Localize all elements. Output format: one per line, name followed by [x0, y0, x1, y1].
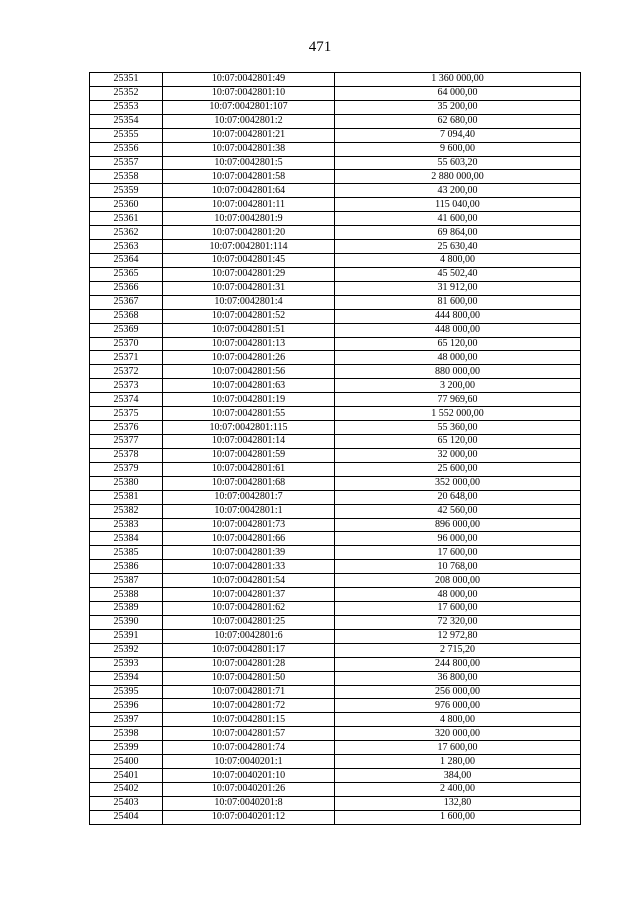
row-number-cell: 25363 [90, 240, 163, 254]
cadastral-number-cell: 10:07:0042801:71 [163, 685, 335, 699]
cadastral-number-cell: 10:07:0042801:38 [163, 142, 335, 156]
cadastral-value-cell: 17 600,00 [335, 741, 581, 755]
table-row [90, 295, 581, 309]
row-number-cell: 25398 [90, 727, 163, 741]
cadastral-value-cell: 9 600,00 [335, 142, 581, 156]
table-row [90, 769, 581, 783]
table-row [90, 198, 581, 212]
cadastral-value-cell: 4 800,00 [335, 253, 581, 267]
table-row [90, 407, 581, 421]
table-row [90, 100, 581, 114]
row-number-cell: 25362 [90, 226, 163, 240]
table-row [90, 574, 581, 588]
cadastral-number-cell: 10:07:0042801:7 [163, 490, 335, 504]
row-number-cell: 25389 [90, 602, 163, 616]
cadastral-value-cell: 1 360 000,00 [335, 73, 581, 87]
table-row [90, 588, 581, 602]
row-number-cell: 25400 [90, 755, 163, 769]
cadastral-value-cell: 41 600,00 [335, 212, 581, 226]
row-number-cell: 25365 [90, 267, 163, 281]
cadastral-value-cell: 77 969,60 [335, 393, 581, 407]
row-number-cell: 25377 [90, 434, 163, 448]
cadastral-number-cell: 10:07:0042801:17 [163, 643, 335, 657]
row-number-cell: 25397 [90, 713, 163, 727]
table-row [90, 379, 581, 393]
cadastral-value-cell: 976 000,00 [335, 699, 581, 713]
cadastral-number-cell: 10:07:0042801:33 [163, 560, 335, 574]
table-row [90, 476, 581, 490]
table-row [90, 309, 581, 323]
row-number-cell: 25358 [90, 170, 163, 184]
cadastral-number-cell: 10:07:0042801:68 [163, 476, 335, 490]
cadastral-number-cell: 10:07:0042801:54 [163, 574, 335, 588]
row-number-cell: 25352 [90, 86, 163, 100]
cadastral-value-cell: 55 603,20 [335, 156, 581, 170]
row-number-cell: 25374 [90, 393, 163, 407]
cadastral-number-cell: 10:07:0042801:55 [163, 407, 335, 421]
cadastral-number-cell: 10:07:0042801:4 [163, 295, 335, 309]
cadastral-value-cell: 115 040,00 [335, 198, 581, 212]
cadastral-number-cell: 10:07:0042801:114 [163, 240, 335, 254]
cadastral-value-cell: 244 800,00 [335, 657, 581, 671]
row-number-cell: 25393 [90, 657, 163, 671]
table-row [90, 462, 581, 476]
cadastral-value-cell: 4 800,00 [335, 713, 581, 727]
cadastral-value-cell: 81 600,00 [335, 295, 581, 309]
cadastral-number-cell: 10:07:0042801:61 [163, 462, 335, 476]
cadastral-value-cell: 45 502,40 [335, 267, 581, 281]
cadastral-number-cell: 10:07:0042801:20 [163, 226, 335, 240]
row-number-cell: 25384 [90, 532, 163, 546]
table-row [90, 713, 581, 727]
row-number-cell: 25376 [90, 421, 163, 435]
cadastral-value-cell: 17 600,00 [335, 602, 581, 616]
table-row [90, 128, 581, 142]
cadastral-value-cell: 132,80 [335, 796, 581, 810]
cadastral-value-cell: 3 200,00 [335, 379, 581, 393]
row-number-cell: 25354 [90, 114, 163, 128]
cadastral-value-cell: 10 768,00 [335, 560, 581, 574]
row-number-cell: 25383 [90, 518, 163, 532]
cadastral-number-cell: 10:07:0042801:49 [163, 73, 335, 87]
table-row [90, 532, 581, 546]
cadastral-number-cell: 10:07:0042801:2 [163, 114, 335, 128]
cadastral-value-cell: 384,00 [335, 769, 581, 783]
cadastral-number-cell: 10:07:0042801:5 [163, 156, 335, 170]
cadastral-value-cell: 36 800,00 [335, 671, 581, 685]
row-number-cell: 25390 [90, 615, 163, 629]
row-number-cell: 25371 [90, 351, 163, 365]
cadastral-number-cell: 10:07:0042801:58 [163, 170, 335, 184]
row-number-cell: 25386 [90, 560, 163, 574]
table-row [90, 184, 581, 198]
row-number-cell: 25401 [90, 769, 163, 783]
row-number-cell: 25387 [90, 574, 163, 588]
table-row [90, 490, 581, 504]
row-number-cell: 25388 [90, 588, 163, 602]
cadastral-number-cell: 10:07:0042801:63 [163, 379, 335, 393]
table-row [90, 281, 581, 295]
table-row [90, 170, 581, 184]
table-row [90, 365, 581, 379]
table-row [90, 323, 581, 337]
cadastral-number-cell: 10:07:0040201:8 [163, 796, 335, 810]
cadastral-number-cell: 10:07:0042801:28 [163, 657, 335, 671]
row-number-cell: 25368 [90, 309, 163, 323]
table-row [90, 643, 581, 657]
table-row [90, 337, 581, 351]
cadastral-value-cell: 17 600,00 [335, 546, 581, 560]
cadastral-number-cell: 10:07:0042801:10 [163, 86, 335, 100]
cadastral-value-cell: 72 320,00 [335, 615, 581, 629]
cadastral-value-cell: 62 680,00 [335, 114, 581, 128]
cadastral-value-cell: 43 200,00 [335, 184, 581, 198]
cadastral-value-cell: 96 000,00 [335, 532, 581, 546]
cadastral-value-cell: 2 715,20 [335, 643, 581, 657]
row-number-cell: 25404 [90, 810, 163, 824]
table-row [90, 351, 581, 365]
cadastral-number-cell: 10:07:0042801:57 [163, 727, 335, 741]
row-number-cell: 25381 [90, 490, 163, 504]
cadastral-value-cell: 42 560,00 [335, 504, 581, 518]
cadastral-number-cell: 10:07:0042801:25 [163, 615, 335, 629]
cadastral-value-cell: 444 800,00 [335, 309, 581, 323]
cadastral-value-cell: 448 000,00 [335, 323, 581, 337]
table-row [90, 546, 581, 560]
cadastral-number-cell: 10:07:0042801:107 [163, 100, 335, 114]
table-row [90, 212, 581, 226]
table-row [90, 156, 581, 170]
cadastral-number-cell: 10:07:0042801:31 [163, 281, 335, 295]
row-number-cell: 25399 [90, 741, 163, 755]
table-row [90, 73, 581, 87]
table-row [90, 727, 581, 741]
row-number-cell: 25382 [90, 504, 163, 518]
table-row [90, 142, 581, 156]
row-number-cell: 25378 [90, 448, 163, 462]
cadastral-number-cell: 10:07:0042801:73 [163, 518, 335, 532]
cadastral-value-cell: 1 600,00 [335, 810, 581, 824]
row-number-cell: 25359 [90, 184, 163, 198]
table-body [90, 73, 581, 825]
cadastral-number-cell: 10:07:0042801:37 [163, 588, 335, 602]
row-number-cell: 25394 [90, 671, 163, 685]
cadastral-value-cell: 12 972,80 [335, 629, 581, 643]
table-row [90, 657, 581, 671]
table-row [90, 560, 581, 574]
cadastral-number-cell: 10:07:0042801:72 [163, 699, 335, 713]
cadastral-number-cell: 10:07:0042801:11 [163, 198, 335, 212]
cadastral-number-cell: 10:07:0040201:10 [163, 769, 335, 783]
row-number-cell: 25367 [90, 295, 163, 309]
row-number-cell: 25353 [90, 100, 163, 114]
cadastral-value-cell: 65 120,00 [335, 434, 581, 448]
cadastral-value-cell: 32 000,00 [335, 448, 581, 462]
table-row [90, 421, 581, 435]
cadastral-value-table [89, 72, 581, 825]
cadastral-value-cell: 2 400,00 [335, 783, 581, 797]
cadastral-number-cell: 10:07:0042801:19 [163, 393, 335, 407]
row-number-cell: 25380 [90, 476, 163, 490]
cadastral-value-cell: 320 000,00 [335, 727, 581, 741]
cadastral-number-cell: 10:07:0042801:29 [163, 267, 335, 281]
row-number-cell: 25356 [90, 142, 163, 156]
cadastral-value-cell: 65 120,00 [335, 337, 581, 351]
cadastral-value-cell: 25 600,00 [335, 462, 581, 476]
table-row [90, 267, 581, 281]
table-row [90, 240, 581, 254]
table-row [90, 86, 581, 100]
row-number-cell: 25369 [90, 323, 163, 337]
row-number-cell: 25361 [90, 212, 163, 226]
table-row [90, 810, 581, 824]
table-row [90, 615, 581, 629]
table-row [90, 226, 581, 240]
cadastral-number-cell: 10:07:0042801:50 [163, 671, 335, 685]
row-number-cell: 25364 [90, 253, 163, 267]
table-row [90, 671, 581, 685]
cadastral-value-cell: 31 912,00 [335, 281, 581, 295]
cadastral-value-cell: 896 000,00 [335, 518, 581, 532]
cadastral-value-cell: 20 648,00 [335, 490, 581, 504]
row-number-cell: 25372 [90, 365, 163, 379]
cadastral-value-cell: 48 000,00 [335, 588, 581, 602]
cadastral-number-cell: 10:07:0042801:13 [163, 337, 335, 351]
row-number-cell: 25375 [90, 407, 163, 421]
row-number-cell: 25373 [90, 379, 163, 393]
table-row [90, 518, 581, 532]
row-number-cell: 25395 [90, 685, 163, 699]
cadastral-number-cell: 10:07:0042801:51 [163, 323, 335, 337]
cadastral-number-cell: 10:07:0042801:21 [163, 128, 335, 142]
cadastral-value-cell: 48 000,00 [335, 351, 581, 365]
cadastral-number-cell: 10:07:0040201:26 [163, 783, 335, 797]
table-row [90, 755, 581, 769]
cadastral-number-cell: 10:07:0042801:14 [163, 434, 335, 448]
cadastral-number-cell: 10:07:0040201:1 [163, 755, 335, 769]
cadastral-number-cell: 10:07:0042801:56 [163, 365, 335, 379]
table-row [90, 253, 581, 267]
cadastral-value-cell: 256 000,00 [335, 685, 581, 699]
row-number-cell: 25392 [90, 643, 163, 657]
row-number-cell: 25351 [90, 73, 163, 87]
cadastral-value-cell: 69 864,00 [335, 226, 581, 240]
table-row [90, 783, 581, 797]
cadastral-value-cell: 1 280,00 [335, 755, 581, 769]
table-row [90, 448, 581, 462]
table-row [90, 602, 581, 616]
cadastral-number-cell: 10:07:0042801:9 [163, 212, 335, 226]
table-row [90, 434, 581, 448]
cadastral-number-cell: 10:07:0042801:6 [163, 629, 335, 643]
cadastral-value-cell: 7 094,40 [335, 128, 581, 142]
row-number-cell: 25402 [90, 783, 163, 797]
page-number: 471 [308, 39, 332, 55]
table-row [90, 699, 581, 713]
cadastral-number-cell: 10:07:0042801:64 [163, 184, 335, 198]
cadastral-number-cell: 10:07:0042801:115 [163, 421, 335, 435]
cadastral-number-cell: 10:07:0042801:45 [163, 253, 335, 267]
row-number-cell: 25360 [90, 198, 163, 212]
cadastral-number-cell: 10:07:0042801:62 [163, 602, 335, 616]
table-row [90, 796, 581, 810]
cadastral-number-cell: 10:07:0042801:66 [163, 532, 335, 546]
row-number-cell: 25366 [90, 281, 163, 295]
table-row [90, 629, 581, 643]
row-number-cell: 25396 [90, 699, 163, 713]
cadastral-value-cell: 880 000,00 [335, 365, 581, 379]
table-row [90, 393, 581, 407]
cadastral-value-cell: 352 000,00 [335, 476, 581, 490]
cadastral-value-cell: 208 000,00 [335, 574, 581, 588]
table-row [90, 114, 581, 128]
cadastral-number-cell: 10:07:0042801:74 [163, 741, 335, 755]
row-number-cell: 25385 [90, 546, 163, 560]
cadastral-number-cell: 10:07:0042801:15 [163, 713, 335, 727]
cadastral-number-cell: 10:07:0042801:52 [163, 309, 335, 323]
cadastral-number-cell: 10:07:0042801:59 [163, 448, 335, 462]
cadastral-value-cell: 1 552 000,00 [335, 407, 581, 421]
cadastral-number-cell: 10:07:0042801:1 [163, 504, 335, 518]
table-row [90, 685, 581, 699]
row-number-cell: 25391 [90, 629, 163, 643]
row-number-cell: 25379 [90, 462, 163, 476]
cadastral-value-cell: 25 630,40 [335, 240, 581, 254]
cadastral-number-cell: 10:07:0040201:12 [163, 810, 335, 824]
cadastral-number-cell: 10:07:0042801:26 [163, 351, 335, 365]
cadastral-value-cell: 2 880 000,00 [335, 170, 581, 184]
row-number-cell: 25355 [90, 128, 163, 142]
cadastral-value-cell: 35 200,00 [335, 100, 581, 114]
row-number-cell: 25370 [90, 337, 163, 351]
row-number-cell: 25403 [90, 796, 163, 810]
cadastral-number-cell: 10:07:0042801:39 [163, 546, 335, 560]
table-row [90, 504, 581, 518]
row-number-cell: 25357 [90, 156, 163, 170]
cadastral-value-cell: 55 360,00 [335, 421, 581, 435]
cadastral-value-cell: 64 000,00 [335, 86, 581, 100]
table-row [90, 741, 581, 755]
